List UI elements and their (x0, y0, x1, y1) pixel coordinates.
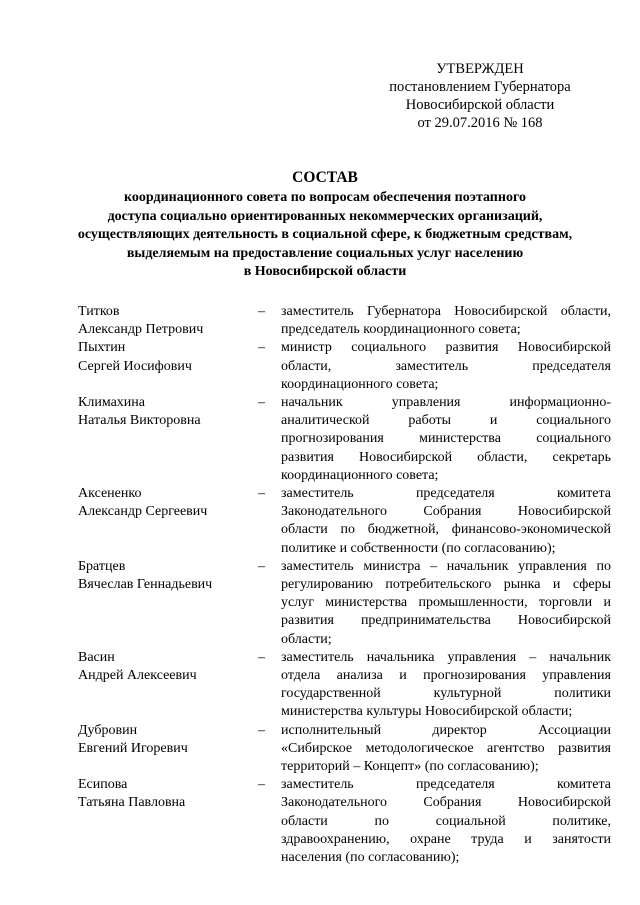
position-line: области, заместитель председателя (281, 358, 611, 374)
title-line: осуществляющих деятельность в социальной сфере, к бюджетным средствам, (77, 227, 573, 242)
member-surname: Климахина (78, 395, 145, 411)
member-dash: – (258, 649, 265, 665)
member-given-name: Андрей Алексеевич (78, 668, 197, 684)
position-line: развития Новосибирской области, секретарь (281, 449, 611, 465)
position-line: населения (по согласованию); (281, 850, 460, 866)
member-name (78, 722, 258, 758)
approval-line: Новосибирской области (405, 97, 555, 113)
member-given-name: Евгений Игоревич (78, 740, 188, 756)
position-line: здравоохранению, охране труда и занятости (281, 831, 611, 847)
position-line: отдела анализа и прогнозирования управления (281, 668, 611, 684)
member-dash: – (258, 722, 265, 738)
member-name (78, 485, 258, 521)
member-surname: Аксененко (78, 486, 142, 502)
position-line: заместитель председателя комитета (281, 777, 611, 793)
members-list (78, 303, 611, 867)
approval-stamp (380, 60, 580, 132)
member-given-name: Вячеслав Геннадьевич (78, 577, 213, 593)
position-line: Законодательного Собрания Новосибирской (281, 504, 611, 520)
member-name (78, 394, 258, 430)
position-line: области; (281, 631, 332, 647)
position-line: начальник управления информационно- (281, 395, 611, 411)
position-line: заместитель председателя комитета (281, 486, 611, 502)
member-position (281, 558, 611, 649)
member-surname: Пыхтин (78, 340, 126, 356)
position-line: министр социального развития Новосибирской (281, 340, 611, 356)
member-given-name: Наталья Викторовна (78, 413, 201, 429)
member-position (281, 776, 611, 867)
position-line: области по бюджетной, финансово-экономической (281, 522, 611, 538)
member-name (78, 776, 258, 812)
position-line: заместитель Губернатора Новосибирской области, (281, 304, 611, 319)
title-line: в Новосибирской области (243, 264, 407, 279)
position-line: услуг министерства промышленности, торговли и (281, 595, 611, 611)
member-given-name: Татьяна Павловна (78, 795, 186, 811)
position-line: координационного совета; (281, 376, 439, 392)
position-line: прогнозирования министерства социального (281, 431, 611, 447)
title-heading: СОСТАВ (292, 169, 358, 186)
position-line: исполнительный директор Ассоциации (281, 722, 611, 738)
member-dash: – (258, 340, 265, 356)
member-given-name: Александр Петрович (78, 322, 204, 338)
member-entry (78, 303, 611, 339)
member-dash: – (258, 558, 265, 574)
member-surname: Есипова (78, 777, 128, 793)
member-entry (78, 722, 611, 777)
approval-line: УТВЕРЖДЕН (436, 61, 524, 77)
member-entry (78, 558, 611, 649)
member-dash: – (258, 395, 265, 411)
member-position (281, 485, 611, 558)
member-position (281, 649, 611, 722)
member-position (281, 394, 611, 485)
member-name (78, 649, 258, 685)
member-entry (78, 649, 611, 722)
position-line: председатель координационного совета; (281, 322, 521, 338)
member-surname: Васин (78, 649, 115, 665)
member-position (281, 722, 611, 777)
position-line: министерства культуры Новосибирской области; (281, 704, 573, 720)
approval-line: постановлением Губернатора (389, 79, 571, 95)
member-given-name: Александр Сергеевич (78, 504, 208, 520)
member-position (281, 339, 611, 394)
member-name (78, 303, 258, 339)
member-entry (78, 394, 611, 485)
position-line: государственной культурной политики (281, 686, 611, 702)
position-line: Законодательного Собрания Новосибирской (281, 795, 611, 811)
member-position (281, 303, 611, 339)
member-entry (78, 776, 611, 867)
member-surname: Титков (78, 304, 120, 319)
title-line: выделяемым на предоставление социальных услуг населению (126, 245, 524, 261)
title-line: координационного совета по вопросам обеспечения поэтапного (124, 190, 526, 205)
member-name (78, 558, 258, 594)
position-line: политике и собственности (по согласованию); (281, 540, 556, 556)
position-line: координационного совета; (281, 467, 439, 483)
member-given-name: Сергей Иосифович (78, 358, 192, 374)
position-line: регулированию потребительского рынка и сферы (281, 577, 611, 593)
member-dash: – (258, 777, 265, 793)
position-line: территорий – Концепт» (по согласованию); (281, 759, 539, 775)
position-line: заместитель министра – начальник управления по (281, 558, 611, 574)
title-line: доступа социально ориентированных некоммерческих организаций, (107, 208, 543, 224)
position-line: области по социальной политике, (281, 813, 611, 829)
member-entry (78, 339, 611, 394)
position-line: развития предпринимательства Новосибирской (281, 613, 611, 629)
approval-line: от 29.07.2016 № 168 (417, 115, 543, 131)
position-line: аналитической работы и социального (281, 413, 611, 429)
position-line: заместитель начальника управления – начальник (281, 649, 611, 665)
member-name (78, 339, 258, 375)
document-title (60, 168, 590, 282)
member-surname: Дубровин (78, 722, 138, 738)
position-line: «Сибирское методологическое агентство развития (281, 740, 611, 756)
member-dash: – (258, 304, 265, 319)
member-dash: – (258, 486, 265, 502)
member-entry (78, 485, 611, 558)
member-surname: Братцев (78, 558, 126, 574)
